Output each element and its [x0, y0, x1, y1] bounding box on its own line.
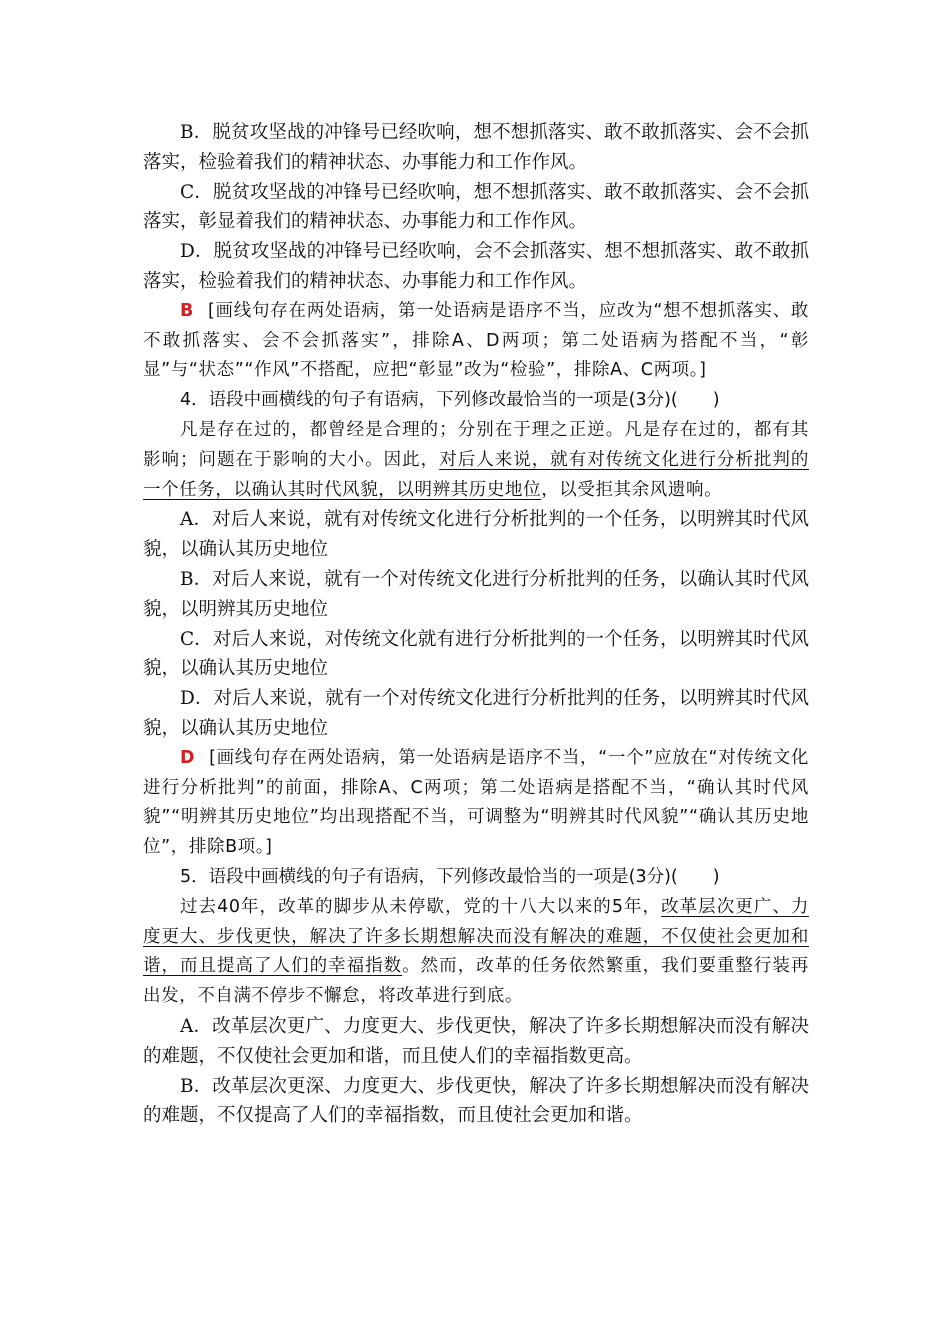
q4-passage-underlined: 对后人来说，就有对传统文化进行分析批判的一个任务，以确认其时代风貌，以明辨其历史地位	[143, 449, 809, 500]
q4-passage-before: 凡是存在过的，都曾经是合理的；分别在于理之正逆。凡是存在过的，都有其影响；问题在于影响的大小。因此，	[143, 419, 809, 470]
q3-option-b: B．脱贫攻坚战的冲锋号已经吹响，想不想抓落实、敢不敢抓落实、会不会抓落实，检验着我们的精神状态、办事能力和工作作风。	[143, 122, 809, 173]
q3-answer-letter: B	[180, 300, 194, 321]
q5-passage-before: 过去40年，改革的脚步从未停歇，党的十八大以来的5年，	[180, 896, 662, 917]
q5-passage-underlined: 改革层次更广、力度更大、步伐更快，解决了许多长期想解决而没有解决的难题，不仅使社会更加和谐，而且提高了人们的幸福指数	[143, 896, 809, 977]
q4-answer	[143, 744, 809, 863]
q5-passage	[143, 893, 809, 1012]
q3-answer-explanation: [画线句存在两处语病，第一处语病是语序不当，应改为“想不想抓落实、敢不敢抓落实、会不会抓落实”，排除A、D两项；第二处语病为搭配不当，“彰显”与“状态”“作风”不搭配，应把“彰显”改为“检验”，排除A、C两项。]	[143, 300, 809, 381]
q5-passage-after: 。然而，改革的任务依然繁重，我们要重整行装再出发，不自满不停步不懈怠，将改革进行到底。	[143, 956, 809, 1007]
q4-stem: 4．语段中画横线的句子有语病，下列修改最恰当的一项是(3分)( )	[180, 390, 720, 411]
q4-answer-explanation: [画线句存在两处语病，第一处语病是语序不当，“一个”应放在“对传统文化进行分析批判”的前面，排除A、C两项；第二处语病是搭配不当，“确认其时代风貌”“明辨其历史地位”均出现搭配不当，可调整为“明辨其时代风貌”“确认其历史地位”，排除B项。]	[143, 747, 809, 858]
q4-option-a: A．对后人来说，就有对传统文化进行分析批判的一个任务，以明辨其时代风貌，以确认其历史地位	[143, 509, 809, 561]
document-body	[143, 118, 809, 1131]
q5-stem: 5．语段中画横线的句子有语病，下列修改最恰当的一项是(3分)( )	[180, 866, 720, 887]
q5-option-a: A．改革层次更广、力度更大、步伐更快，解决了许多长期想解决而没有解决的难题，不仅使社会更加和谐，而且使人们的幸福指数更高。	[143, 1015, 809, 1067]
q3-option-d: D．脱贫攻坚战的冲锋号已经吹响，会不会抓落实、想不想抓落实、敢不敢抓落实，检验着我们的精神状态、办事能力和工作作风。	[143, 241, 809, 292]
q3-option-c: C．脱贫攻坚战的冲锋号已经吹响，想不想抓落实、敢不敢抓落实、会不会抓落实，彰显着我们的精神状态、办事能力和工作作风。	[143, 181, 809, 233]
q4-answer-letter: D	[180, 747, 196, 768]
q4-option-b: B．对后人来说，就有一个对传统文化进行分析批判的任务，以确认其时代风貌，以明辨其历史地位	[143, 568, 809, 620]
q4-option-d: D．对后人来说，就有一个对传统文化进行分析批判的任务，以明辨其时代风貌，以确认其历史地位	[143, 688, 809, 739]
q5-option-b: B．改革层次更深、力度更大、步伐更快，解决了许多长期想解决而没有解决的难题，不仅提高了人们的幸福指数，而且使社会更加和谐。	[143, 1075, 809, 1127]
q4-option-c: C．对后人来说，对传统文化就有进行分析批判的一个任务，以明辨其时代风貌，以确认其历史地位	[143, 628, 809, 680]
q3-answer	[143, 297, 809, 386]
q4-passage	[143, 416, 809, 505]
q4-passage-after: ，以受拒其余风遗响。	[541, 479, 723, 500]
